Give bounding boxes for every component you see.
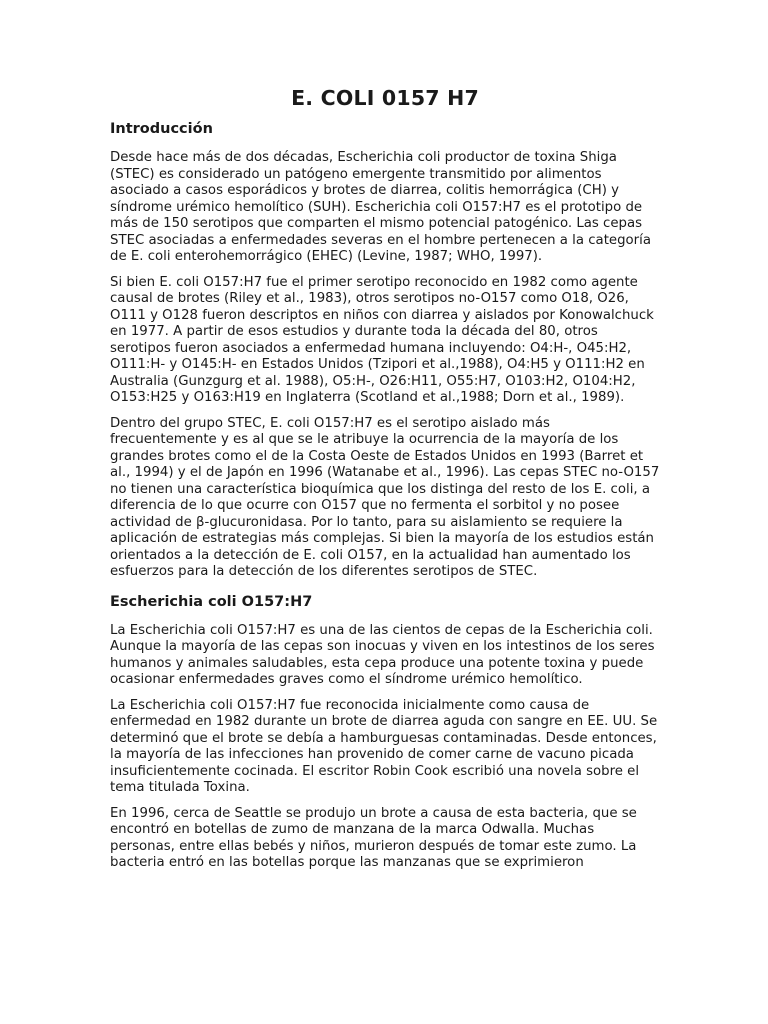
section-introduccion bbox=[110, 120, 660, 581]
section-escherichia-coli bbox=[110, 593, 660, 872]
paragraph: Dentro del grupo STEC, E. coli O157:H7 es el serotipo aislado más frecuentemente y es al que se le atribuye la ocurrencia de la mayoría de los grandes brotes como el de la Costa Oeste de Estados Unidos en 1993 (Barret et al., 1994) y el de Japón en 1996 (Watanabe et al., 1996). Las cepas STEC no-O157 no tienen una característica bioquímica que los distinga del resto de los E. coli, a diferencia de lo que ocurre con O157 que no fermenta el sorbitol y no posee actividad de β-glucuronidasa. Por lo tanto, para su aislamiento se requiere la aplicación de estrategias más complejas. Si bien la mayoría de los estudios están orientados a la detección de E. coli O157, en la actualidad han aumentado los esfuerzos para la detección de los diferentes serotipos de STEC. bbox=[110, 415, 660, 579]
section-heading-introduccion: Introducción bbox=[110, 121, 213, 137]
paragraph: Si bien E. coli O157:H7 fue el primer serotipo reconocido en 1982 como agente causal de brotes (Riley et al., 1983), otros serotipos no-O157 como O18, O26, O111 y O128 fueron descriptos en niños con diarrea y aislados por Konowalchuck en 1977. A partir de esos estudios y durante toda la década del 80, otros serotipos fueron asociados a enfermedad humana incluyendo: O4:H-, O45:H2, O111:H- y O145:H- en Estados Unidos (Tzipori et al.,1988), O4:H5 y O111:H2 en Australia (Gunzgurg et al. 1988), O5:H-, O26:H11, O55:H7, O103:H2, O104:H2, O153:H25 y O163:H19 en Inglaterra (Scotland et al.,1988; Dorn et al., 1989). bbox=[110, 274, 654, 405]
document-page bbox=[110, 86, 660, 881]
paragraph: La Escherichia coli O157:H7 fue reconocida inicialmente como causa de enfermedad en 1982 durante un brote de diarrea aguda con sangre en EE. UU. Se determinó que el brote se debía a hamburguesas contaminadas. Desde entonces, la mayoría de las infecciones han provenido de comer carne de vacuno picada insuficientemente cocinada. El escritor Robin Cook escribió una novela sobre el tema titulada Toxina. bbox=[110, 697, 658, 795]
paragraph: Desde hace más de dos décadas, Escherichia coli productor de toxina Shiga (STEC) es considerado un patógeno emergente transmitido por alimentos asociado a casos esporádicos y brotes de diarrea, colitis hemorrágica (CH) y síndrome urémico hemolítico (SUH). Escherichia coli O157:H7 es el prototipo de más de 150 serotipos que comparten el mismo potencial patogénico. Las cepas STEC asociadas a enfermedades severas en el hombre pertenecen a la categoría de E. coli enterohemorrágico (EHEC) (Levine, 1987; WHO, 1997). bbox=[110, 150, 651, 264]
section-heading-escherichia-coli: Escherichia coli O157:H7 bbox=[110, 593, 313, 610]
document-title: E. COLI 0157 H7 bbox=[291, 86, 479, 110]
paragraph: La Escherichia coli O157:H7 es una de las cientos de cepas de la Escherichia coli. Aunque la mayoría de las cepas son inocuas y viven en los intestinos de los seres humanos y animales saludables, esta cepa produce una potente toxina y puede ocasionar enfermedades graves como el síndrome urémico hemolítico. bbox=[110, 622, 655, 687]
paragraph: En 1996, cerca de Seattle se produjo un brote a causa de esta bacteria, que se encontró en botellas de zumo de manzana de la marca Odwalla. Muchas personas, entre ellas bebés y niños, murieron después de tomar este zumo. La bacteria entró en las botellas porque las manzanas que se exprimieron bbox=[110, 805, 637, 870]
